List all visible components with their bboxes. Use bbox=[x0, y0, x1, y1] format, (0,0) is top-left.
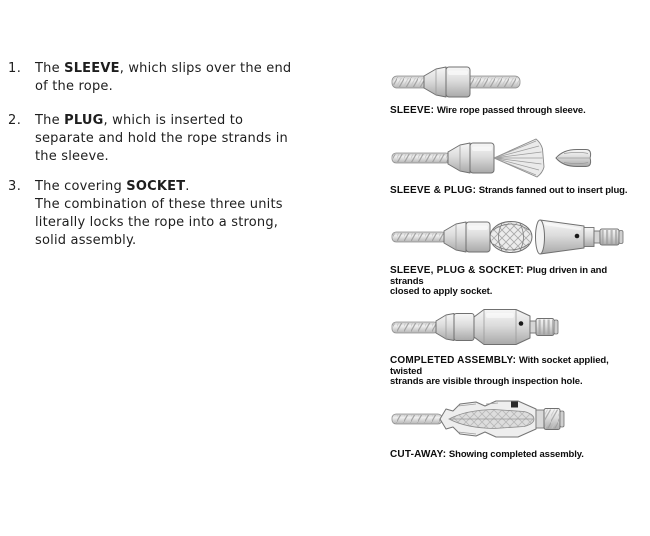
list-item-line bbox=[35, 60, 291, 78]
rope-through-sleeve-illustration bbox=[390, 64, 525, 100]
sleeve-cone bbox=[424, 67, 446, 97]
figure-caption-text: Strands fanned out to insert plug. bbox=[478, 185, 628, 196]
inspection-hole bbox=[519, 321, 524, 326]
figure-sleeve-plug bbox=[390, 136, 632, 197]
list-item-line bbox=[35, 178, 283, 196]
list-item-text bbox=[35, 60, 291, 96]
list-item-line bbox=[35, 196, 283, 214]
figure-completed-assembly bbox=[390, 304, 632, 388]
figure-sleeve bbox=[390, 64, 632, 117]
list-item-plug bbox=[8, 112, 353, 166]
list-item-line bbox=[35, 148, 288, 166]
text-segment: The combination of these three units bbox=[35, 197, 283, 212]
list-item-text bbox=[35, 112, 288, 166]
inspection-hole bbox=[575, 234, 580, 239]
text-segment: the sleeve. bbox=[35, 149, 109, 164]
figure-caption-text: Showing completed assembly. bbox=[448, 449, 584, 460]
sleeve-plug-socket-illustration bbox=[390, 214, 625, 260]
figure-caption-text: With socket applied, twisted bbox=[390, 355, 609, 377]
text-segment-bold: SOCKET bbox=[126, 179, 186, 194]
list-item-number: 2. bbox=[8, 113, 22, 128]
list-item-line bbox=[35, 232, 283, 250]
figure-cut-away bbox=[390, 394, 632, 461]
figure-sleeve-plug-socket bbox=[390, 214, 632, 298]
text-segment: , which is inserted to bbox=[103, 113, 244, 128]
text-segment: . bbox=[185, 179, 190, 194]
cutaway-notch bbox=[511, 402, 518, 408]
list-item-text bbox=[35, 178, 283, 250]
figure-caption-label: SLEEVE, PLUG & SOCKET: bbox=[390, 265, 524, 276]
text-segment: solid assembly. bbox=[35, 233, 137, 248]
instruction-list bbox=[8, 60, 353, 250]
text-segment: The bbox=[35, 113, 65, 128]
figure-caption-label: SLEEVE & PLUG: bbox=[390, 185, 477, 196]
figure-caption-text: Plug driven in and strands bbox=[390, 265, 608, 287]
figure-caption-label: CUT-AWAY: bbox=[390, 449, 447, 460]
list-item-line bbox=[35, 78, 291, 96]
figure-caption-label: COMPLETED ASSEMBLY: bbox=[390, 355, 517, 366]
figure-caption bbox=[390, 356, 632, 388]
text-segment-bold: SLEEVE bbox=[64, 61, 120, 76]
socket-collar bbox=[584, 228, 594, 247]
sleeve-cone bbox=[448, 143, 470, 173]
figure-caption-label: SLEEVE: bbox=[390, 105, 435, 116]
list-item-sleeve bbox=[8, 60, 353, 96]
figure-caption-line2: strands are visible through inspection hole. bbox=[390, 376, 583, 387]
completed-assembly-illustration bbox=[390, 304, 560, 350]
figure-caption bbox=[390, 266, 632, 298]
text-segment: separate and hold the rope strands in bbox=[35, 131, 288, 146]
list-item-line bbox=[35, 214, 283, 232]
sleeve-cone bbox=[444, 222, 466, 252]
cut-away-illustration bbox=[390, 394, 565, 444]
text-segment: The bbox=[35, 61, 65, 76]
sleeve-body bbox=[454, 314, 474, 341]
text-segment: , which slips over the end bbox=[119, 61, 292, 76]
list-item-line bbox=[35, 112, 288, 130]
sleeve-and-plug-illustration bbox=[390, 136, 595, 180]
figure-caption bbox=[390, 186, 632, 197]
text-segment-bold: PLUG bbox=[64, 113, 104, 128]
figure-caption-line2: closed to apply socket. bbox=[390, 286, 493, 297]
figure-caption-text: Wire rope passed through sleeve. bbox=[436, 105, 586, 116]
text-segment: The covering bbox=[35, 179, 127, 194]
sleeve-cone bbox=[436, 314, 454, 341]
text-segment: literally locks the rope into a strong, bbox=[35, 215, 279, 230]
list-item-socket bbox=[8, 178, 353, 250]
figure-caption bbox=[390, 106, 632, 117]
list-item-number: 1. bbox=[8, 61, 22, 76]
figure-caption bbox=[390, 450, 632, 461]
list-item-line bbox=[35, 130, 288, 148]
text-segment: of the rope. bbox=[35, 79, 113, 94]
figure-column bbox=[390, 0, 645, 536]
list-item-number: 3. bbox=[8, 179, 22, 194]
